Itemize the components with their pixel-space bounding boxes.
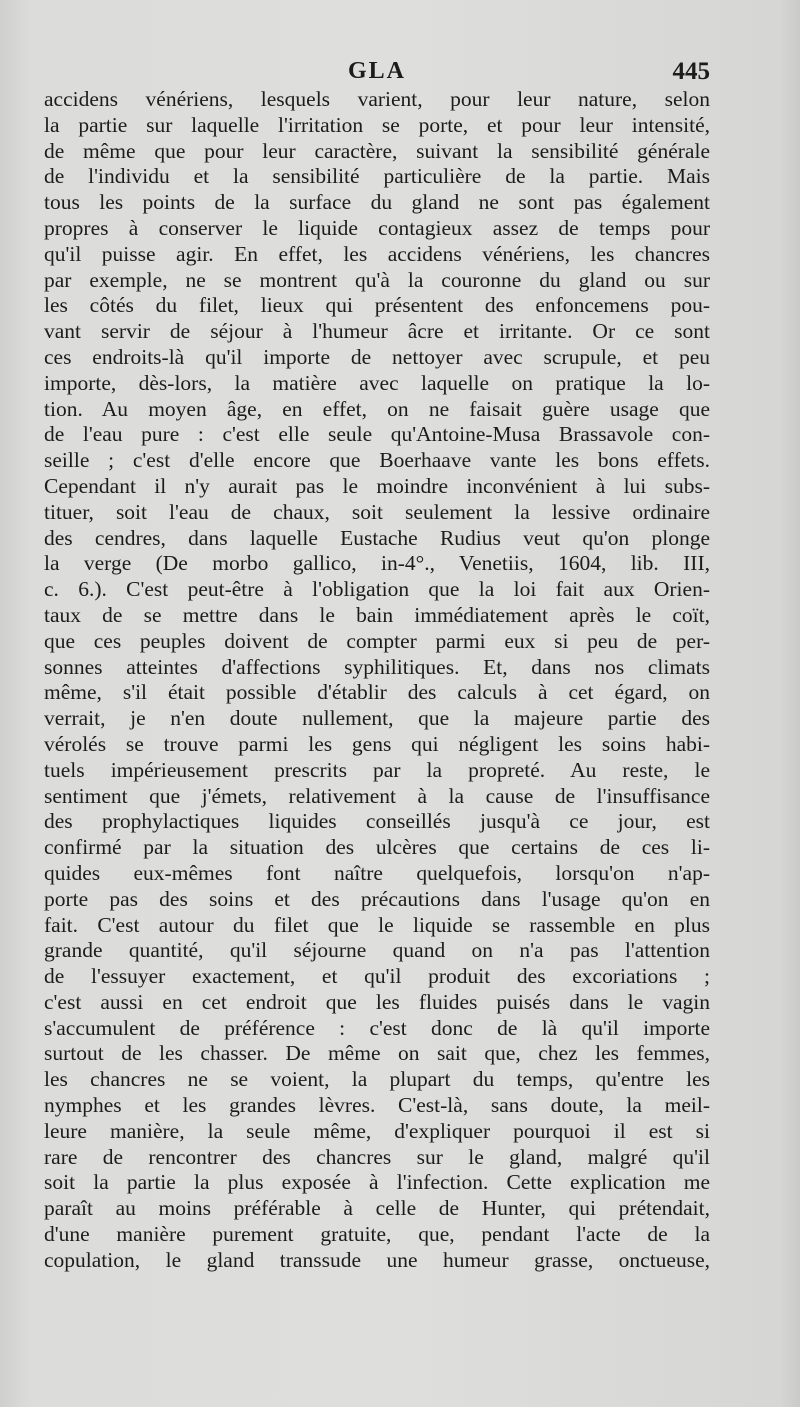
text-line: les côtés du filet, lieux qui présentent des enfoncemens pou- [44,293,710,318]
text-line: leure manière, la seule même, d'expliquer pourquoi il est si [44,1118,710,1143]
text-line: taux de se mettre dans le bain immédiatement après le coït, [44,602,710,627]
text-line: paraît au moins préférable à celle de Hunter, qui prétendait, [44,1196,710,1221]
text-line: des cendres, dans laquelle Eustache Rudius veut qu'on plonge [44,525,710,550]
text-line: tituer, soit l'eau de chaux, soit seulement la lessive ordinaire [44,499,710,524]
text-line: tous les points de la surface du gland ne sont pas également [44,190,710,215]
running-head: GLA [347,58,406,84]
text-line: de l'eau pure : c'est elle seule qu'Antoine-Musa Brassavole con- [44,422,710,447]
text-line: par exemple, ne se montrent qu'à la couronne du gland ou sur [44,267,710,292]
text-line: surtout de les chasser. De même on sait que, chez les femmes, [44,1041,710,1066]
text-line: vérolés se trouve parmi les gens qui négligent les soins habi- [44,731,710,756]
text-line: nymphes et les grandes lèvres. C'est-là, sans doute, la meil- [44,1093,710,1118]
text-line: ces endroits-là qu'il importe de nettoyer avec scrupule, et peu [44,344,710,369]
text-line: de même que pour leur caractère, suivant la sensibilité générale [44,138,710,163]
text-line: seille ; c'est d'elle encore que Boerhaave vante les bons effets. [44,448,710,473]
text-line: que ces peuples doivent de compter parmi eux si peu de per- [44,628,710,653]
text-line: rare de rencontrer des chancres sur le gland, malgré qu'il [44,1144,710,1169]
text-line: la verge (De morbo gallico, in-4°., Venetiis, 1604, lib. III, [44,551,710,576]
text-line: c'est aussi en cet endroit que les fluides puisés dans le vagin [44,989,710,1014]
text-line: verrait, je n'en doute nullement, que la majeure partie des [44,706,710,731]
text-line: Cependant il n'y aurait pas le moindre inconvénient à lui subs- [44,473,710,498]
text-line: les chancres ne se voient, la plupart du temps, qu'entre les [44,1067,710,1092]
text-line: importe, dès-lors, la matière avec laquelle on pratique la lo- [44,370,710,395]
text-line: s'accumulent de préférence : c'est donc de là qu'il importe [44,1015,710,1040]
text-line: accidens vénériens, lesquels varient, pour leur nature, selon [44,87,710,111]
text-line: tuels impérieusement prescrits par la propreté. Au reste, le [44,757,710,782]
text-line: sentiment que j'émets, relativement à la cause de l'insuffisance [44,783,710,808]
text-line: d'une manière purement gratuite, que, pendant l'acte de la [44,1222,710,1247]
text-line: sonnes atteintes d'affections syphilitiques. Et, dans nos climats [44,654,710,679]
text-line: qu'il puisse agir. En effet, les accidens vénériens, les chancres [44,241,710,266]
body-text [44,87,710,1274]
text-line: de l'essuyer exactement, et qu'il produit des excoriations ; [44,964,710,989]
text-line: c. 6.). C'est peut-être à l'obligation que la loi fait aux Orien- [44,577,710,602]
text-line: grande quantité, qu'il séjourne quand on n'a pas l'attention [44,938,710,963]
text-line: soit la partie la plus exposée à l'infection. Cette explication me [44,1170,710,1195]
text-line: tion. Au moyen âge, en effet, on ne faisait guère usage que [44,396,710,421]
text-line: quides eux-mêmes font naître quelquefois, lorsqu'on n'ap- [44,860,710,885]
text-line: la partie sur laquelle l'irritation se porte, et pour leur intensité, [44,112,710,137]
text-line: même, s'il était possible d'établir des calculs à cet égard, on [44,680,710,705]
text-line: propres à conserver le liquide contagieux assez de temps pour [44,215,710,240]
text-line: vant servir de séjour à l'humeur âcre et irritante. Or ce sont [44,319,710,344]
text-line: des prophylactiques liquides conseillés jusqu'à ce jour, est [44,809,710,834]
text-line: fait. C'est autour du filet que le liquide se rassemble en plus [44,912,710,937]
text-line: porte pas des soins et des précautions dans l'usage qu'on en [44,886,710,911]
text-line: copulation, le gland transsude une humeur grasse, onctueuse, [44,1247,710,1272]
text-line: de l'individu et la sensibilité particulière de la partie. Mais [44,164,710,189]
page-number: 445 [672,58,710,85]
text-line: confirmé par la situation des ulcères que certains de ces li- [44,835,710,860]
